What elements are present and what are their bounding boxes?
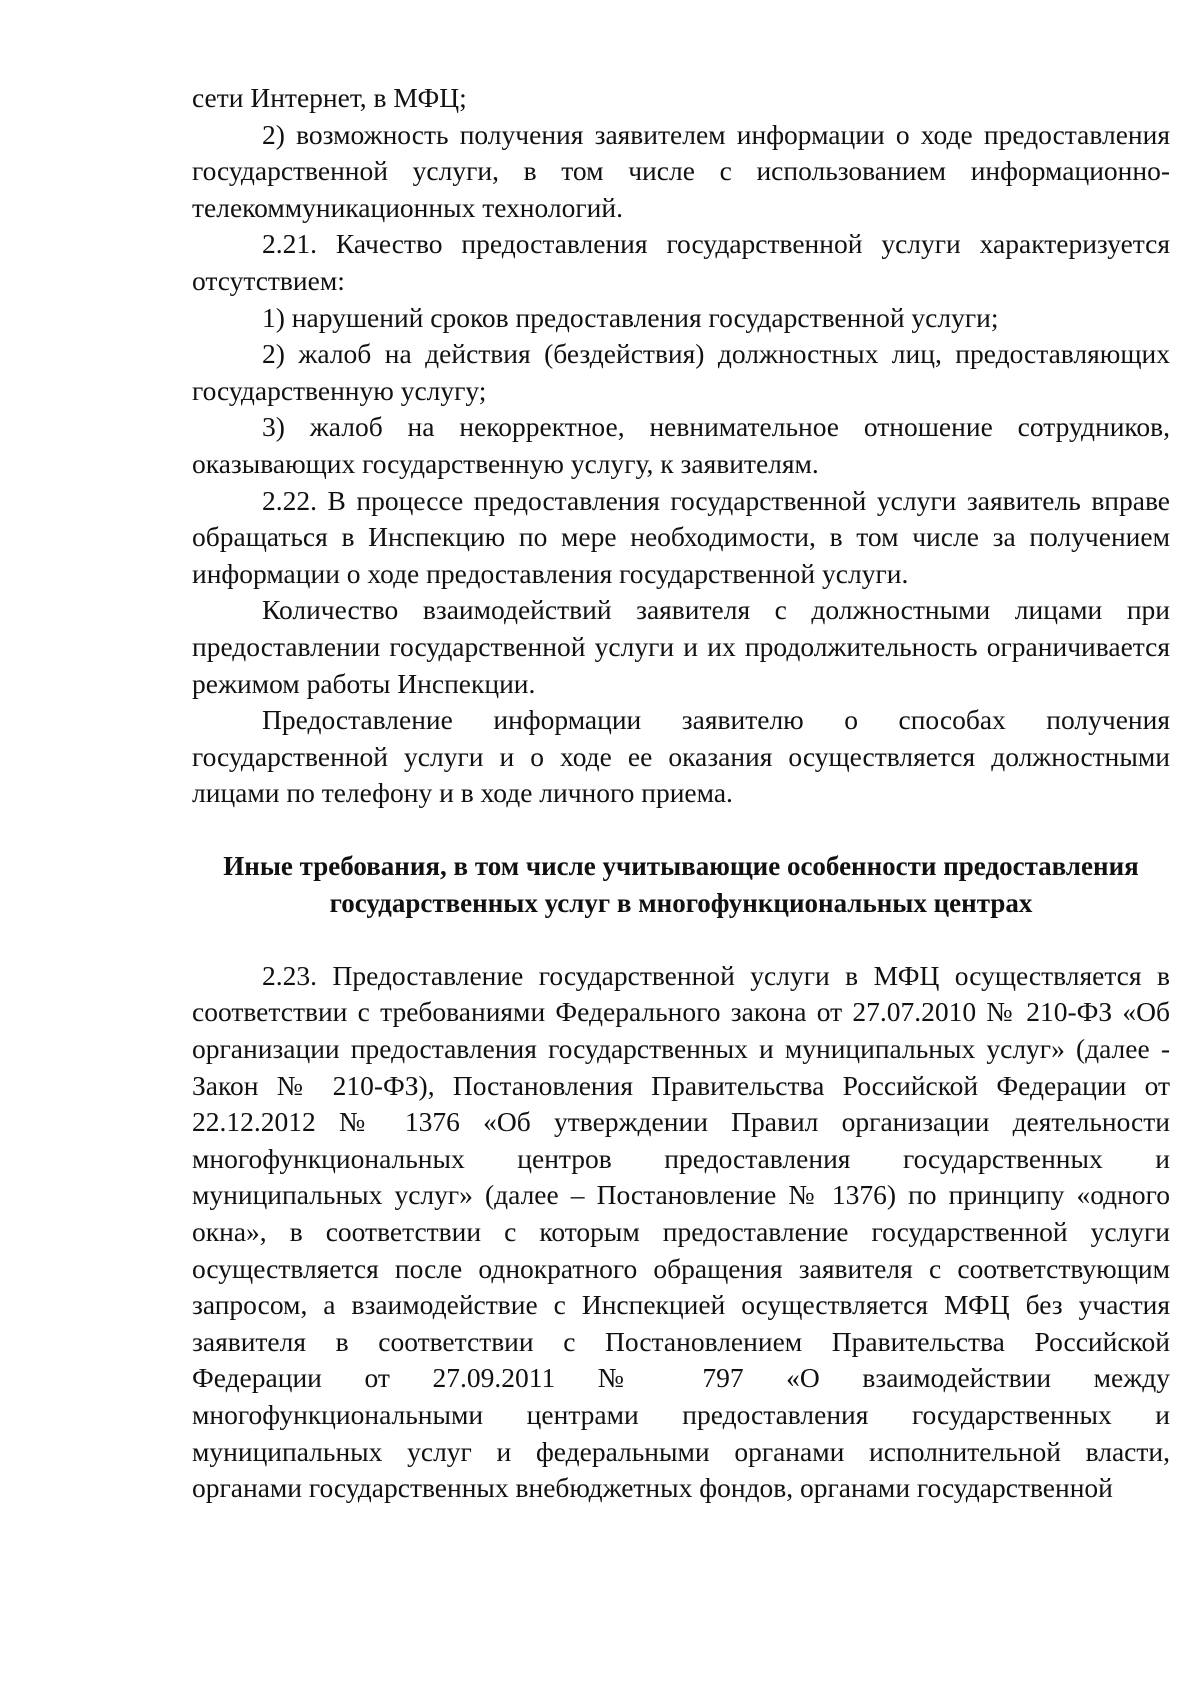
- paragraph-interactions: Количество взаимодействий заявителя с должностными лицами при предоставлении государственной услуги и их продолжительность ограничивается режимом работы Инспекции.: [192, 594, 1170, 699]
- section-heading-line-2: государственных услуг в многофункциональных центрах: [329, 887, 1033, 918]
- section-heading-line-1: Иные требования, в том числе учитывающие особенности предоставления: [223, 850, 1139, 881]
- paragraph-item-3: 3) жалоб на некорректное, невнимательное отношение сотрудников, оказывающих государственную услугу, к заявителям.: [192, 411, 1170, 479]
- paragraph-2-23: 2.23. Предоставление государственной услуги в МФЦ осуществляется в соответствии с требованиями Федерального закона от 27.07.2010 № 210-ФЗ «Об организации предоставления государственных и муниципальных услуг» (далее - Закон № 210-ФЗ), Постановления Правительства Российской Федерации от 22.12.2012 № 1376 «Об утверждении Правил организации деятельности многофункциональных центров предоставления государственных и муниципальных услуг» (далее – Постановление № 1376) по принципу «одного окна», в соответствии с которым предоставление государственной услуги осуществляется после однократного обращения заявителя с соответствующим запросом, а взаимодействие с Инспекцией осуществляется МФЦ без участия заявителя в соответствии с Постановлением Правительства Российской Федерации от 27.09.2011 № 797 «О взаимодействии между многофункциональными центрами предоставления государственных и муниципальных услуг и федеральными органами исполнительной власти, органами государственных внебюджетных фондов, органами государственной: [192, 959, 1170, 1504]
- document-page: [192, 80, 1170, 1507]
- paragraph-2-21: 2.21. Качество предоставления государственной услуги характеризуется отсутствием:: [192, 228, 1170, 296]
- paragraph-2-22: 2.22. В процессе предоставления государственной услуги заявитель вправе обращаться в Инспекцию по мере необходимости, в том числе за получением информации о ходе предоставления государственной услуги.: [192, 484, 1170, 589]
- section-heading: [192, 848, 1170, 922]
- paragraph-item-1: 1) нарушений сроков предоставления государственной услуги;: [262, 301, 999, 333]
- paragraph-continuation: сети Интернет, в МФЦ;: [192, 82, 467, 113]
- paragraph-item-2b: 2) жалоб на действия (бездействия) должностных лиц, предоставляющих государственную услугу;: [192, 338, 1170, 406]
- paragraph-item-2: 2) возможность получения заявителем информации о ходе предоставления государственной услуги, в том числе с использованием информационно-телекоммуникационных технологий.: [192, 118, 1170, 223]
- paragraph-information: Предоставление информации заявителю о способах получения государственной услуги и о ходе ее оказания осуществляется должностными лицами по телефону и в ходе личного приема.: [192, 704, 1170, 809]
